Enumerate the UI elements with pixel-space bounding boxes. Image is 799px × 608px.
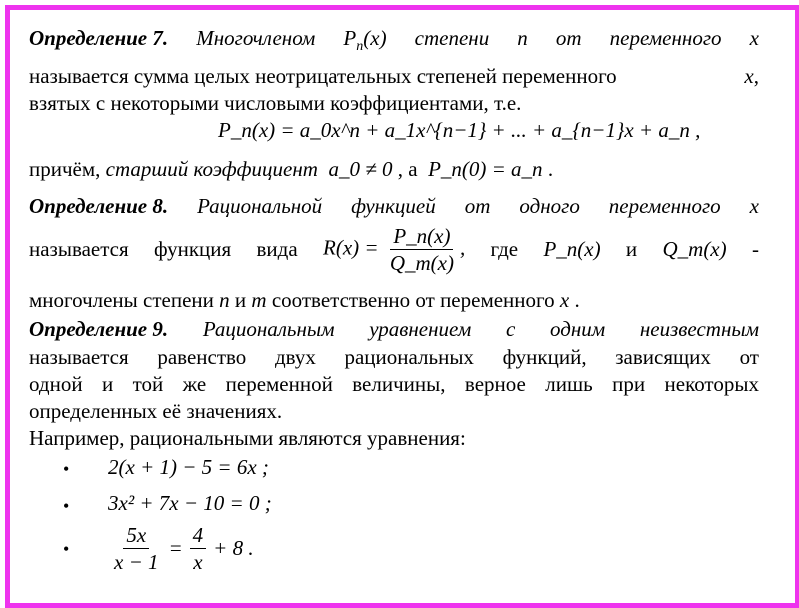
def7-line2: называется сумма целых неотрицательных степеней переменного x, bbox=[29, 64, 759, 88]
def7-pn: $P_n(x)$ bbox=[343, 26, 387, 55]
def8-fraction: R(x) = $\frac{P\_n(x)}{Q\_m(x)}$ , bbox=[323, 223, 466, 275]
def8-line3: многочлены степени n и m соответственно от переменного x . bbox=[29, 288, 580, 312]
def9-line1: Определение 9. Рациональным уравнением с одним неизвестным bbox=[29, 317, 759, 341]
example-eq2: 3x² + 7x − 10 = 0 ; bbox=[108, 491, 272, 515]
def7-title: Определение 7. bbox=[29, 26, 169, 50]
def9-line4: определенных её значениях. bbox=[29, 399, 283, 423]
def9-line5: Например, рациональными являются уравнения: bbox=[29, 426, 466, 450]
eq3-fraction-1: $\frac{5x}{x - 1}$ bbox=[114, 522, 159, 574]
bullet-2: • bbox=[63, 496, 70, 516]
def8-line1: Определение 8. Рациональной функцией от одного переменного x bbox=[29, 194, 759, 218]
bullet-3: • bbox=[63, 539, 70, 559]
def7-line1: Определение 7. Многочленом $P_n(x)$ степени n от переменного x bbox=[29, 26, 759, 55]
def9-title: Определение 9. bbox=[29, 317, 169, 341]
def9-line2: называется равенство двух рациональных функций, зависящих от bbox=[29, 345, 759, 369]
example-eq1: 2(x + 1) − 5 = 6x ; bbox=[108, 455, 269, 479]
example-eq3: $\frac{5x}{x - 1}$ = $\frac{4}{x}$ + 8 . bbox=[108, 517, 254, 579]
def9-line3: одной и той же переменной величины, верное лишь при некоторых bbox=[29, 372, 759, 396]
eq3-fraction-2: $\frac{4}{x}$ bbox=[190, 523, 207, 574]
def8-title: Определение 8. bbox=[29, 194, 169, 218]
formula-text: P_n(x) = a_0x^n + a_1x^{n−1} + ... + a_{n−1}x + a_n , bbox=[218, 118, 701, 142]
def7-formula bbox=[218, 118, 700, 142]
def7-line5: причём, старший коэффициент a_0 ≠ 0 , а P_n(0) = a_n . bbox=[29, 157, 554, 181]
bullet-1: • bbox=[63, 459, 70, 479]
def7-line3: взятых с некоторыми числовыми коэффициентами, т.е. bbox=[29, 91, 522, 115]
def8-line2: называется функция вида R(x) = $\frac{P\_n(x)}{Q\_m(x)}$ , где P_n(x) и Q_m(x) - bbox=[29, 223, 759, 275]
